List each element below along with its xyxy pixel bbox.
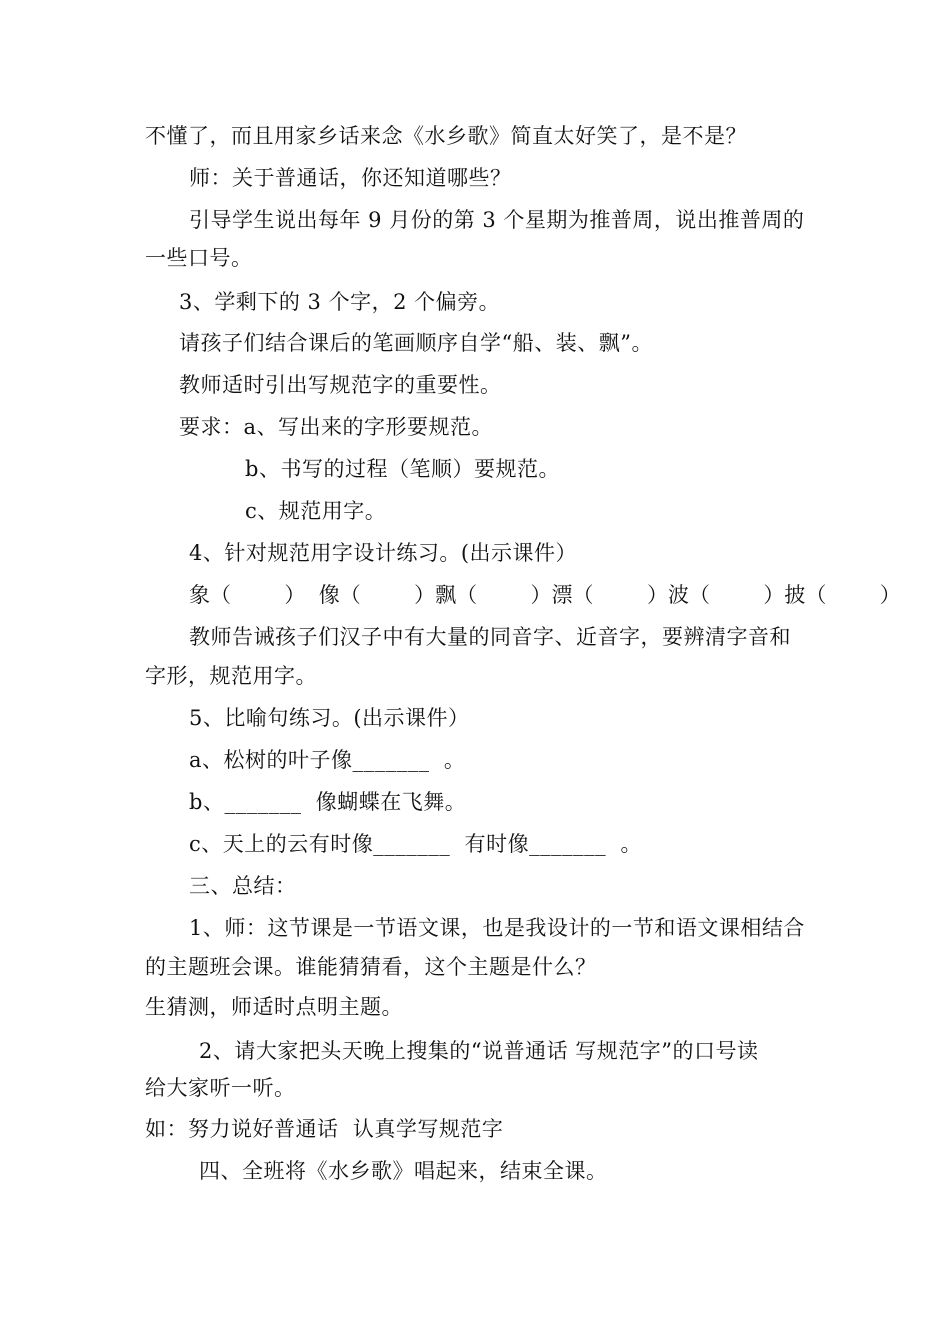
- text-line: 一些口号。: [145, 246, 253, 270]
- text-line: 如：努力说好普通话 认真学写规范字: [145, 1117, 504, 1141]
- text-line: 的主题班会课。谁能猜猜看，这个主题是什么？: [145, 955, 597, 979]
- text-line: 字形，规范用字。: [145, 664, 317, 688]
- text-line: 三、总结：: [189, 874, 297, 898]
- text-line: 3、学剩下的 3 个字，2 个偏旁。: [179, 290, 501, 314]
- text-line: 象（ ） 像（ ）飘（ ）漂（ ）波（ ）披（ ）: [189, 583, 901, 607]
- text-line: 给大家听一听。: [145, 1076, 296, 1100]
- text-line: 教师适时引出写规范字的重要性。: [179, 373, 502, 397]
- text-line: 生猜测，师适时点明主题。: [145, 995, 403, 1019]
- text-line: 四、全班将《水乡歌》唱起来，结束全课。: [199, 1159, 608, 1183]
- text-line: 2、请大家把头天晚上搜集的“说普通话 写规范字”的口号读: [199, 1039, 759, 1063]
- text-line: c、天上的云有时像_______ 有时像_______ 。: [189, 832, 642, 856]
- text-line: 5、比喻句练习。(出示课件）: [189, 706, 470, 730]
- text-line: a、松树的叶子像_______ 。: [189, 748, 466, 772]
- text-line: 教师告诫孩子们汉子中有大量的同音字、近音字，要辨清字音和: [189, 625, 791, 649]
- text-line: 不懂了，而且用家乡话来念《水乡歌》简直太好笑了，是不是？: [145, 124, 747, 148]
- text-line: 师：关于普通话，你还知道哪些？: [189, 166, 512, 190]
- text-line: 请孩子们结合课后的笔画顺序自学“船、装、飘”。: [179, 331, 653, 355]
- text-line: b、_______ 像蝴蝶在飞舞。: [189, 790, 467, 814]
- text-line: c、规范用字。: [245, 499, 387, 523]
- text-line: b、书写的过程（笔顺）要规范。: [245, 457, 560, 481]
- text-line: 引导学生说出每年 9 月份的第 3 个星期为推普周，说出推普周的: [189, 208, 805, 232]
- text-line: 1、师：这节课是一节语文课，也是我设计的一节和语文课相结合: [189, 916, 805, 940]
- text-line: 4、针对规范用字设计练习。(出示课件）: [189, 541, 578, 565]
- text-line: 要求：a、写出来的字形要规范。: [179, 415, 494, 439]
